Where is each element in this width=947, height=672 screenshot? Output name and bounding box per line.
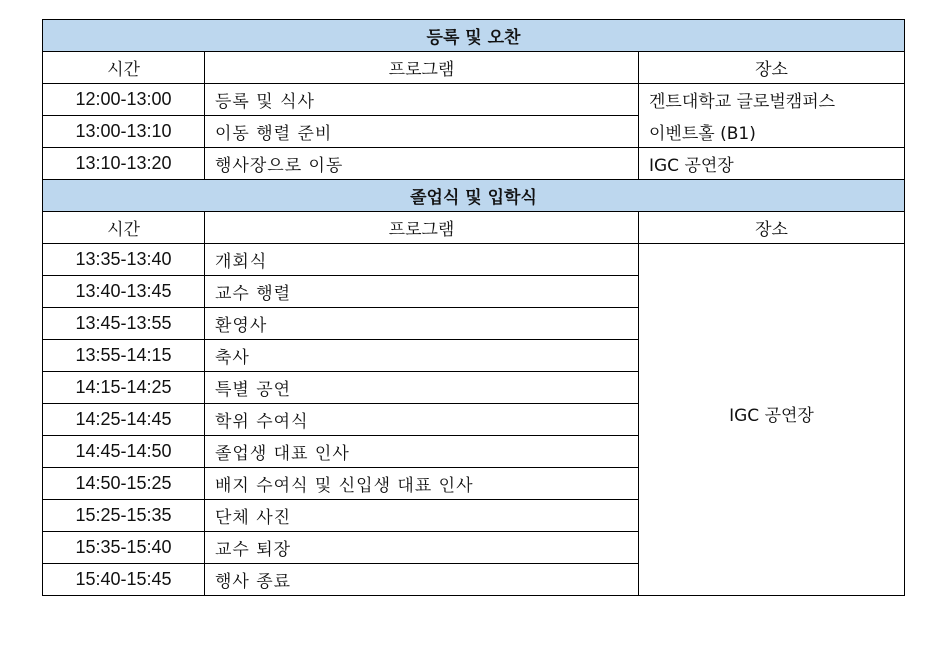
- section-header-row: [43, 20, 905, 52]
- program-cell: 교수 퇴장: [205, 532, 639, 564]
- table-row: [43, 148, 905, 180]
- location-text: IGC 공연장: [729, 406, 814, 426]
- header-location: 장소: [639, 52, 905, 84]
- program-cell: 이동 행렬 준비: [205, 116, 639, 148]
- table-row: [43, 84, 905, 116]
- column-header-row: [43, 52, 905, 84]
- location-cell: 이벤트홀 (B1): [639, 116, 905, 148]
- section-title: 등록 및 오찬: [43, 20, 905, 52]
- program-cell: 단체 사진: [205, 500, 639, 532]
- program-cell: 배지 수여식 및 신입생 대표 인사: [205, 468, 639, 500]
- time-cell: 13:45-13:55: [43, 308, 205, 340]
- time-cell: 14:50-15:25: [43, 468, 205, 500]
- header-location: 장소: [639, 212, 905, 244]
- program-cell: 졸업생 대표 인사: [205, 436, 639, 468]
- program-cell: 행사 종료: [205, 564, 639, 596]
- section-title: 졸업식 및 입학식: [43, 180, 905, 212]
- schedule-table: [42, 19, 905, 596]
- header-program: 프로그램: [205, 212, 639, 244]
- time-cell: 14:25-14:45: [43, 404, 205, 436]
- table-row: [43, 116, 905, 148]
- program-cell: 학위 수여식: [205, 404, 639, 436]
- program-cell: 축사: [205, 340, 639, 372]
- program-cell: 특별 공연: [205, 372, 639, 404]
- section-header-row: [43, 180, 905, 212]
- column-header-row: [43, 212, 905, 244]
- time-cell: 12:00-13:00: [43, 84, 205, 116]
- program-cell: 교수 행렬: [205, 276, 639, 308]
- time-cell: 15:35-15:40: [43, 532, 205, 564]
- time-cell: 15:40-15:45: [43, 564, 205, 596]
- location-cell: 겐트대학교 글로벌캠퍼스: [639, 84, 905, 116]
- table-row: [43, 244, 905, 276]
- time-cell: 15:25-15:35: [43, 500, 205, 532]
- header-time: 시간: [43, 212, 205, 244]
- time-cell: 13:10-13:20: [43, 148, 205, 180]
- program-cell: 행사장으로 이동: [205, 148, 639, 180]
- location-merged-cell: [639, 244, 905, 596]
- program-cell: 등록 및 식사: [205, 84, 639, 116]
- time-cell: 13:40-13:45: [43, 276, 205, 308]
- location-cell: IGC 공연장: [639, 148, 905, 180]
- time-cell: 13:35-13:40: [43, 244, 205, 276]
- header-time: 시간: [43, 52, 205, 84]
- time-cell: 13:55-14:15: [43, 340, 205, 372]
- time-cell: 14:15-14:25: [43, 372, 205, 404]
- time-cell: 14:45-14:50: [43, 436, 205, 468]
- header-program: 프로그램: [205, 52, 639, 84]
- program-cell: 개회식: [205, 244, 639, 276]
- program-cell: 환영사: [205, 308, 639, 340]
- time-cell: 13:00-13:10: [43, 116, 205, 148]
